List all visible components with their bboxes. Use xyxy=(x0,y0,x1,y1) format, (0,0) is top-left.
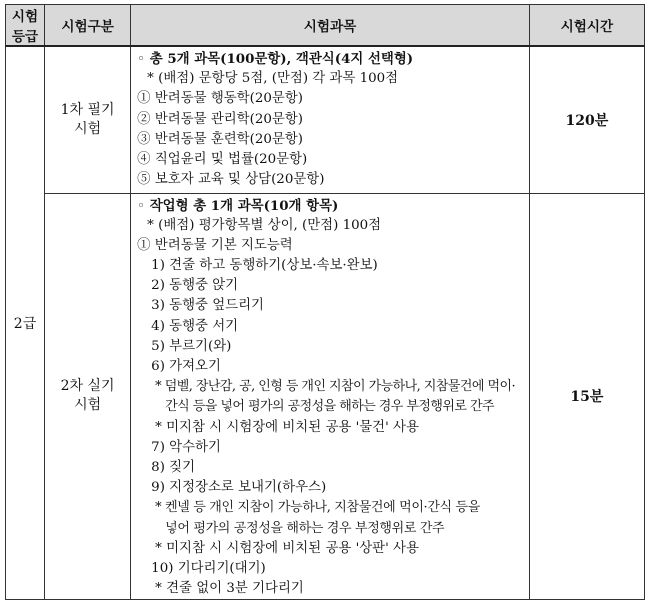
stage2-item-6-note-3: * 미지참 시 시험장에 비치된 공용 '물건' 사용 xyxy=(155,419,419,435)
stage2-item-9-note-2: 넣어 평가의 공정성을 해하는 경우 부정행위로 간주 xyxy=(165,520,445,536)
stage2-item-9-note-1: * 켄넬 등 개인 지참이 가능하나, 지참물건에 먹이·간식 등을 xyxy=(155,500,480,516)
stage1-time: 120분 xyxy=(529,46,644,193)
stage2-item-4: 4) 동행중 서기 xyxy=(151,318,239,334)
table-header-row xyxy=(6,5,645,47)
stage2-subjects xyxy=(131,193,530,600)
stage1-summary: ◦ 총 5개 과목(100문항), 객관식(4지 선택형) xyxy=(137,51,414,67)
stage2-item-8: 8) 짖기 xyxy=(151,459,196,475)
stage1-name-line1: 1차 필기 xyxy=(60,101,115,118)
stage2-item-1: 1) 견줄 하고 동행하기(상보·속보·완보) xyxy=(151,258,378,274)
stage2-name xyxy=(45,193,131,600)
stage2-time: 15분 xyxy=(529,193,644,600)
stage2-item-9-note-3: * 미지참 시 시험장에 비치된 공용 '상판' 사용 xyxy=(155,540,419,556)
stage1-row xyxy=(6,46,645,193)
stage2-summary: ◦ 작업형 총 1개 과목(10개 항목) xyxy=(137,197,339,214)
stage2-item-9: 9) 지정장소로 보내기(하우스) xyxy=(151,480,327,496)
stage1-subject-2: ② 반려동물 관리학(20문항) xyxy=(137,111,303,127)
stage1-subject-4: ④ 직업윤리 및 법률(20문항) xyxy=(137,151,308,167)
stage1-subject-3: ③ 반려동물 훈련학(20문항) xyxy=(137,131,303,147)
header-grade-line2: 등급 xyxy=(11,29,39,45)
header-time: 시험시간 xyxy=(529,5,644,47)
stage2-item-5: 5) 부르기(와) xyxy=(151,338,232,354)
stage2-scoring-note: * (배점) 평가항목별 상이, (만점) 100점 xyxy=(147,217,382,233)
header-category: 시험구분 xyxy=(45,5,131,47)
stage1-scoring-note: * (배점) 문항당 5점, (만점) 각 과목 100점 xyxy=(147,71,399,87)
stage2-item-2: 2) 동행중 앉기 xyxy=(151,278,239,294)
stage2-name-line1: 2차 실기 xyxy=(60,378,115,395)
stage1-name xyxy=(45,46,131,193)
stage1-subjects xyxy=(131,46,530,193)
header-grade xyxy=(6,5,45,47)
stage2-subject-1: ① 반려동물 기본 지도능력 xyxy=(137,237,293,253)
exam-schedule-table xyxy=(5,4,645,600)
grade-cell: 2급 xyxy=(6,46,45,600)
stage1-subject-1: ① 반려동물 행동학(20문항) xyxy=(137,91,303,107)
stage2-item-3: 3) 동행중 엎드리기 xyxy=(151,298,264,314)
stage2-row xyxy=(6,193,645,600)
stage2-item-6: 6) 가져오기 xyxy=(151,359,221,374)
stage2-item-10-note: * 견줄 없이 3분 기다리기 xyxy=(155,581,304,597)
header-grade-line1: 시험 xyxy=(11,9,39,25)
stage2-item-6-note-1: * 덤벨, 장난감, 공, 인형 등 개인 지참이 가능하나, 지참물건에 먹이· xyxy=(155,379,516,395)
stage1-subject-5: ⑤ 보호자 교육 및 상담(20문항) xyxy=(137,172,325,188)
header-subjects: 시험과목 xyxy=(131,5,530,47)
stage2-name-line2: 시험 xyxy=(74,397,102,414)
stage2-item-7: 7) 악수하기 xyxy=(151,439,221,455)
stage1-name-line2: 시험 xyxy=(74,120,102,137)
stage2-item-6-note-2: 간식 등을 넣어 평가의 공정성을 해하는 경우 부정행위로 간주 xyxy=(165,399,495,415)
stage2-item-10: 10) 기다리기(대기) xyxy=(151,560,266,576)
